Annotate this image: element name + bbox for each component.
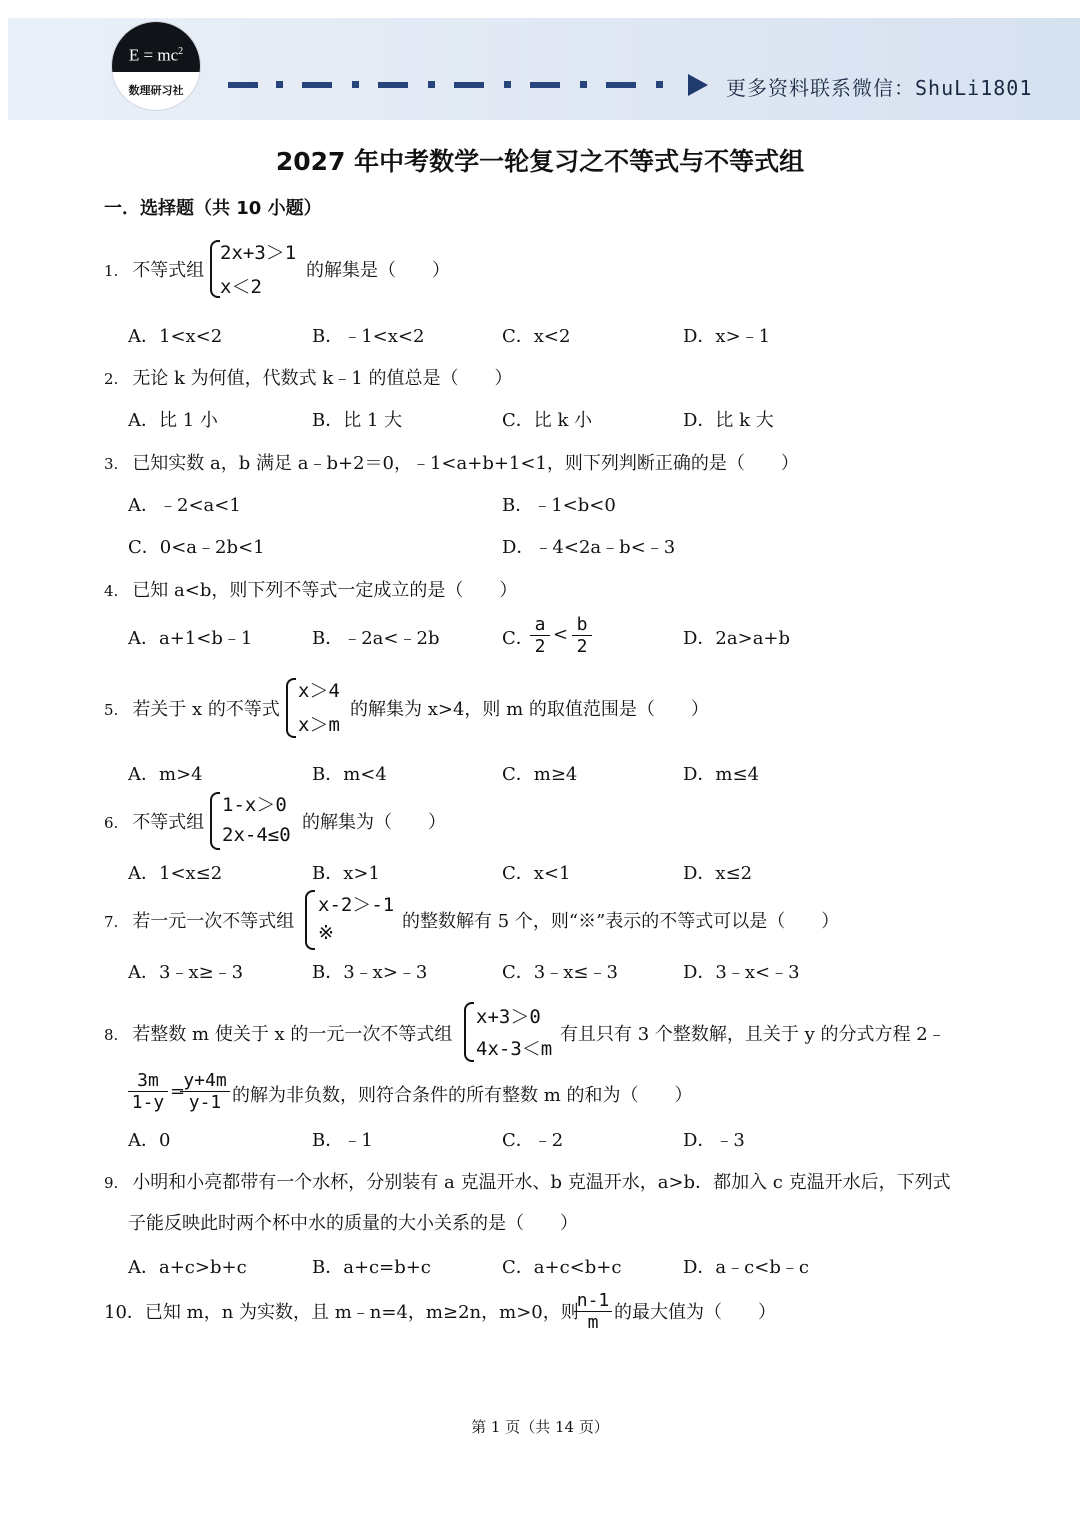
header-dash xyxy=(302,82,332,88)
brace-icon xyxy=(305,890,315,950)
question-1: 1. 不等式组 xyxy=(104,260,205,281)
header-dash xyxy=(228,82,258,88)
option-c: C．﹣2 xyxy=(502,1130,564,1151)
header-dash xyxy=(530,82,560,88)
option-c: C．3﹣x≤﹣3 xyxy=(502,962,618,983)
header-dash xyxy=(606,82,636,88)
option-a: A．a+c>b+c xyxy=(128,1257,247,1278)
fraction: $\frac{n-1}{m}$ xyxy=(574,1290,612,1333)
logo-name: 数理研习社 xyxy=(128,84,184,97)
section-heading: 一．选择题（共 10 小题） xyxy=(104,198,322,219)
fraction: $\frac{a}{2}$ xyxy=(530,614,550,657)
option-d: D．﹣3 xyxy=(683,1130,745,1151)
page-title: 2027 年中考数学一轮复习之不等式与不等式组 xyxy=(275,147,805,176)
question-8: 8. 若整数 m 使关于 x 的一元一次不等式组 xyxy=(104,1024,453,1045)
question-8-tail: 有且只有 3 个整数解，且关于 y 的分式方程 2﹣ xyxy=(560,1024,946,1045)
logo-formula: $E = mc^2$ xyxy=(112,22,200,72)
brace-icon xyxy=(210,240,220,298)
option-c: C．x<1 xyxy=(502,863,571,884)
option-c: C．比 k 小 xyxy=(502,410,593,431)
question-9: 9. 小明和小亮都带有一个水杯，分别装有 a 克温开水、b 克温开水，a>b．都加入 c 克温开水后，下列式 xyxy=(104,1172,951,1193)
brace-icon xyxy=(464,1002,474,1062)
option-b: B．x>1 xyxy=(312,863,380,884)
question-8-line2: 的解为非负数，则符合条件的所有整数 m 的和为（ ） xyxy=(232,1085,693,1106)
arrow-right-icon xyxy=(688,74,708,96)
option-d: D．m≤4 xyxy=(683,764,760,785)
option-b: B．﹣1<b<0 xyxy=(502,495,616,516)
option-b: B．比 1 大 xyxy=(312,410,403,431)
header-dot xyxy=(276,81,283,88)
option-d: D．3﹣x<﹣3 xyxy=(683,962,800,983)
option-c: C． xyxy=(502,628,534,649)
question-6-tail: 的解集为（ ） xyxy=(302,812,446,833)
option-b: B．a+c=b+c xyxy=(312,1257,431,1278)
option-c: C．0<a﹣2b<1 xyxy=(128,537,265,558)
brace-icon xyxy=(210,792,220,850)
fraction: $\frac{b}{2}$ xyxy=(572,614,592,657)
page-footer: 第 1 页（共 14 页） xyxy=(471,1418,609,1436)
option-c: C．m≥4 xyxy=(502,764,578,785)
option-a: A．0 xyxy=(128,1130,171,1151)
option-d: D．比 k 大 xyxy=(683,410,774,431)
less-than-sign: < xyxy=(553,624,569,645)
question-5-tail: 的解集为 x>4，则 m 的取值范围是（ ） xyxy=(350,699,709,720)
header-dot xyxy=(504,81,511,88)
option-b: B．﹣1 xyxy=(312,1130,373,1151)
header-dot xyxy=(656,81,663,88)
question-4: 4. 已知 a<b，则下列不等式一定成立的是（ ） xyxy=(104,580,518,601)
option-d: D．﹣4<2a﹣b<﹣3 xyxy=(502,537,676,558)
equals-sign: = xyxy=(170,1081,186,1102)
question-7: 7. 若一元一次不等式组 xyxy=(104,911,295,932)
option-b: B．3﹣x>﹣3 xyxy=(312,962,428,983)
option-b: B．﹣1<x<2 xyxy=(312,326,425,347)
question-9-line2: 子能反映此时两个杯中水的质量的大小关系的是（ ） xyxy=(128,1213,578,1234)
question-2: 2. 无论 k 为何值，代数式 k﹣1 的值总是（ ） xyxy=(104,368,513,389)
header-dot xyxy=(428,81,435,88)
header-dash xyxy=(454,82,484,88)
question-6: 6. 不等式组 xyxy=(104,812,205,833)
question-10-tail: 的最大值为（ ） xyxy=(614,1302,776,1323)
question-10: 10．已知 m，n 为实数，且 m﹣n=4，m≥2n，m>0，则 xyxy=(104,1302,579,1323)
question-3: 3. 已知实数 a，b 满足 a﹣b+2＝0，﹣1<a+b+1<1，则下列判断正确的是（ ） xyxy=(104,453,799,474)
option-a: A．a+1<b﹣1 xyxy=(128,628,253,649)
header-dot xyxy=(352,81,359,88)
option-a: A．比 1 小 xyxy=(128,410,218,431)
fraction: $\frac{3m}{1-y}$ xyxy=(128,1070,168,1113)
fraction: $\frac{y+4m}{y-1}$ xyxy=(180,1070,230,1113)
option-a: A．1<x<2 xyxy=(128,326,223,347)
option-a: A．3﹣x≥﹣3 xyxy=(128,962,244,983)
header-dot xyxy=(580,81,587,88)
option-d: D．x>﹣1 xyxy=(683,326,771,347)
header-dash xyxy=(378,82,408,88)
option-a: A．m>4 xyxy=(128,764,203,785)
option-c: C．x<2 xyxy=(502,326,571,347)
option-b: B．﹣2a<﹣2b xyxy=(312,628,440,649)
question-1-tail: 的解集是（ ） xyxy=(306,260,450,281)
option-a: A．1<x≤2 xyxy=(128,863,223,884)
option-d: D．a﹣c<b﹣c xyxy=(683,1257,809,1278)
brace-icon xyxy=(286,678,296,738)
option-d: D．x≤2 xyxy=(683,863,753,884)
option-d: D．2a>a+b xyxy=(683,628,791,649)
option-a: A．﹣2<a<1 xyxy=(128,495,241,516)
option-b: B．m<4 xyxy=(312,764,387,785)
contact-text: 更多资料联系微信：ShuLi1801 xyxy=(726,76,1033,100)
logo xyxy=(112,22,200,110)
question-7-tail: 的整数解有 5 个，则“※”表示的不等式可以是（ ） xyxy=(402,911,840,932)
question-5: 5. 若关于 x 的不等式 xyxy=(104,699,280,720)
option-c: C．a+c<b+c xyxy=(502,1257,622,1278)
